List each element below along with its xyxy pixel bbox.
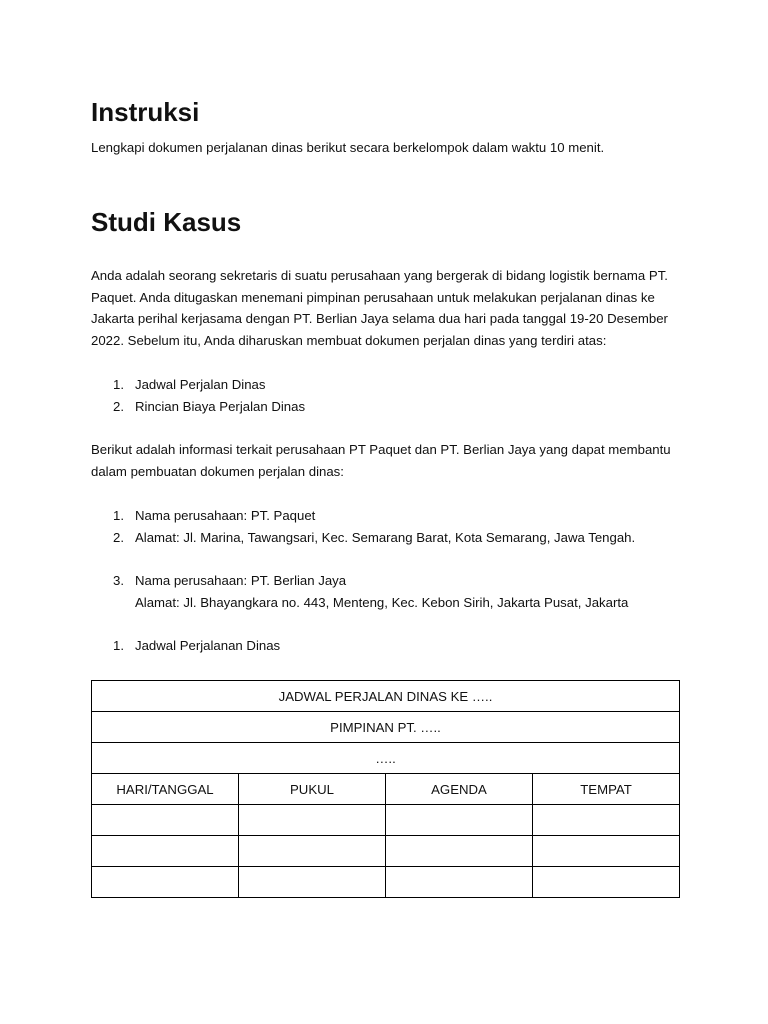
table-header-row [92,774,680,805]
table-cell [386,867,533,898]
list-number: 2. [113,398,124,414]
table-cell [239,867,386,898]
list-item [91,527,635,549]
list-item-text: Nama perusahaan: PT. Paquet [135,508,316,523]
table-cell [386,805,533,836]
table-cell [92,805,239,836]
table-subtitle-row [92,712,680,743]
list-item [91,505,635,527]
section-list [91,635,280,657]
list-number: 1. [113,377,124,392]
table-subtitle: PIMPINAN PT. ….. [92,712,680,743]
list-item-text: Jadwal Perjalan Dinas [135,377,266,392]
table-cell [386,836,533,867]
list-number: 1. [113,638,124,653]
table-placeholder: ….. [92,743,680,774]
list-item-text: Alamat: Jl. Marina, Tawangsari, Kec. Semarang Barat, Kota Semarang, Jawa Tengah. [135,529,636,545]
table-cell [92,867,239,898]
list-item [91,396,305,418]
table-cell [533,805,680,836]
schedule-table [91,680,680,898]
table-title-row [92,681,680,712]
table-cell [239,836,386,867]
section-title-text: Jadwal Perjalanan Dinas [135,638,281,653]
table-cell [533,836,680,867]
table-cell [533,867,680,898]
instruksi-text: Lengkapi dokumen perjalanan dinas berikut secara berkelompok dalam waktu 10 menit. [91,140,605,155]
table-row [92,867,680,898]
list-number: 2. [113,529,124,545]
column-header-agenda: AGENDA [386,774,533,805]
company-paquet-list [91,505,635,548]
heading-studi-kasus: Studi Kasus [91,207,242,237]
company-berlian-list [91,570,628,613]
column-header-hari-tanggal: HARI/TANGGAL [92,774,239,805]
table-title: JADWAL PERJALAN DINAS KE ….. [92,681,680,712]
table-placeholder-row [92,743,680,774]
column-header-tempat: TEMPAT [533,774,680,805]
list-item [91,570,628,613]
list-item [91,374,305,396]
document-list [91,374,305,417]
list-number: 1. [113,508,124,523]
table-cell [239,805,386,836]
list-number: 3. [113,573,124,588]
company-name-text: Nama perusahaan: PT. Berlian Jaya [135,573,347,588]
table-row [92,836,680,867]
table-row [92,805,680,836]
list-item [91,635,280,657]
column-header-pukul: PUKUL [239,774,386,805]
scenario-paragraph: Anda adalah seorang sekretaris di suatu perusahaan yang bergerak di bidang logistik bernama PT. Paquet. Anda ditugaskan menemani pimpinan perusahaan untuk melakukan perjalanan dinas ke Jakarta perihal kerjasama dengan PT. Berlian Jaya selama dua hari pada tanggal 19-20 Desember 2022. Sebelum itu, Anda diharuskan membuat dokumen perjalan dinas yang terdiri atas: [91,268,668,348]
info-intro-paragraph: Berikut adalah informasi terkait perusahaan PT Paquet dan PT. Berlian Jaya yang dapat membantu dalam pembuatan dokumen perjalan dinas: [91,442,671,479]
heading-instruksi: Instruksi [91,97,200,127]
list-item-text: Rincian Biaya Perjalan Dinas [135,398,306,414]
table-cell [92,836,239,867]
company-address-text: Alamat: Jl. Bhayangkara no. 443, Menteng, Kec. Kebon Sirih, Jakarta Pusat, Jakarta [135,594,629,610]
